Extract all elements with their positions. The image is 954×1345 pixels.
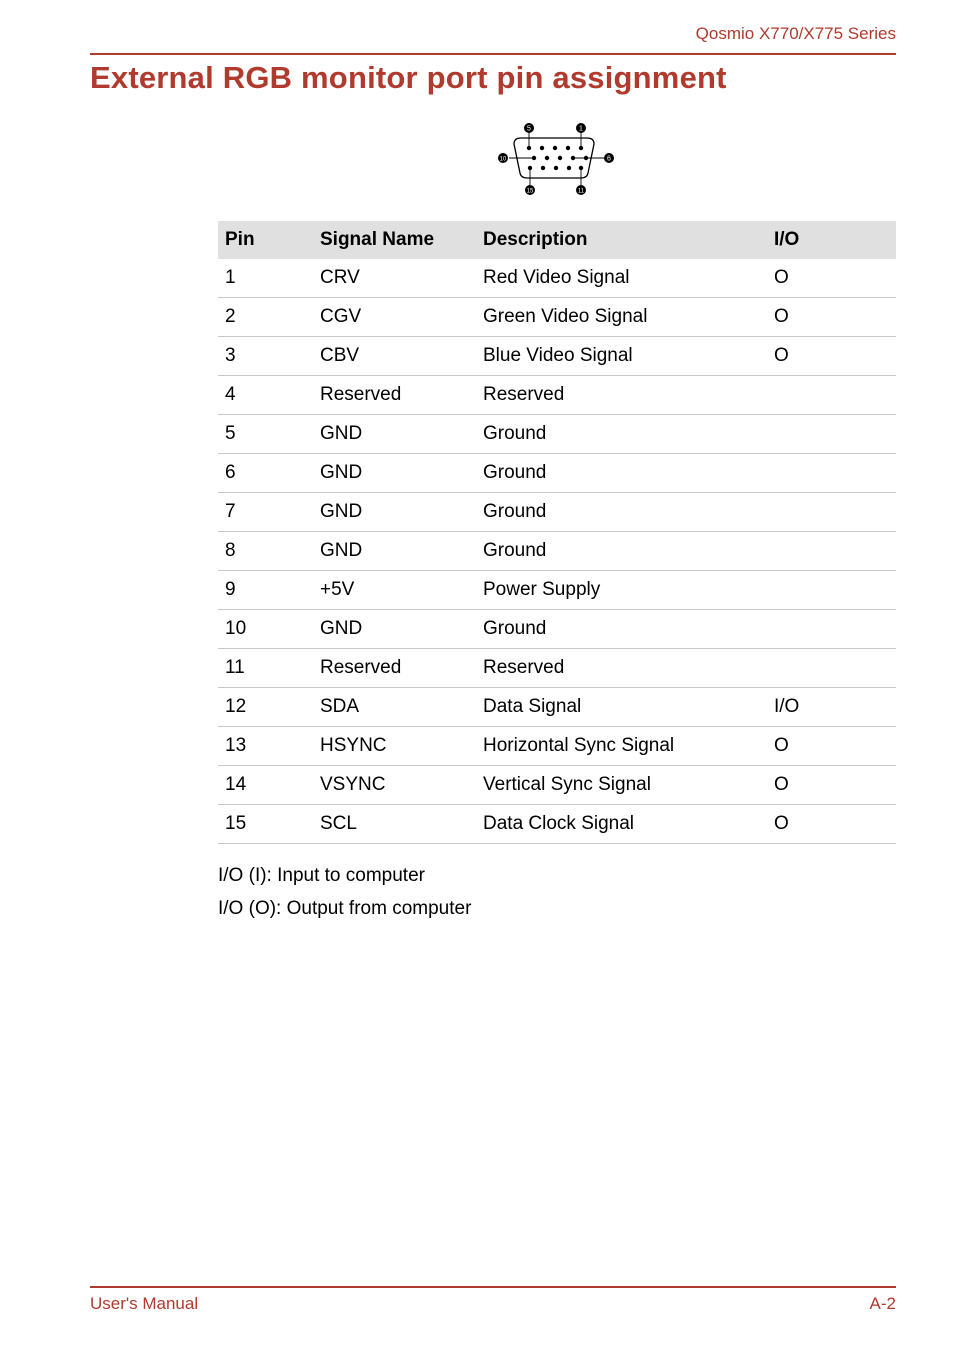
cell-signal-name: CRV: [313, 259, 476, 298]
svg-text:10: 10: [499, 156, 507, 163]
cell-io: O: [767, 805, 896, 844]
svg-text:15: 15: [526, 188, 534, 195]
table-header-row: [218, 221, 896, 259]
cell-io: O: [767, 337, 896, 376]
cell-pin: 13: [218, 727, 313, 766]
cell-description: Green Video Signal: [476, 298, 767, 337]
cell-description: Red Video Signal: [476, 259, 767, 298]
cell-pin: 1: [218, 259, 313, 298]
cell-signal-name: Reserved: [313, 376, 476, 415]
column-header-pin: Pin: [218, 221, 313, 259]
page-title: External RGB monitor port pin assignment: [90, 60, 727, 95]
cell-io: [767, 454, 896, 493]
cell-io: O: [767, 766, 896, 805]
cell-pin: 9: [218, 571, 313, 610]
cell-description: Ground: [476, 415, 767, 454]
cell-signal-name: SCL: [313, 805, 476, 844]
table-row: [218, 454, 896, 493]
pin-row-top: [527, 146, 583, 150]
cell-pin: 12: [218, 688, 313, 727]
table-row: [218, 610, 896, 649]
cell-pin: 5: [218, 415, 313, 454]
header-series-title: Qosmio X770/X775 Series: [695, 24, 896, 43]
cell-signal-name: CBV: [313, 337, 476, 376]
cell-signal-name: GND: [313, 532, 476, 571]
cell-description: Vertical Sync Signal: [476, 766, 767, 805]
cell-pin: 6: [218, 454, 313, 493]
column-header-io: I/O: [767, 221, 896, 259]
table-row: [218, 805, 896, 844]
footer-page-number: A-2: [869, 1294, 896, 1313]
cell-description: Data Clock Signal: [476, 805, 767, 844]
cell-signal-name: Reserved: [313, 649, 476, 688]
svg-text:1: 1: [579, 125, 583, 133]
note-input: I/O (I): Input to computer: [218, 865, 425, 886]
column-header-signal-name: Signal Name: [313, 221, 476, 259]
cell-io: O: [767, 298, 896, 337]
cell-description: Ground: [476, 454, 767, 493]
cell-io: O: [767, 259, 896, 298]
cell-pin: 11: [218, 649, 313, 688]
cell-description: Reserved: [476, 649, 767, 688]
cell-signal-name: GND: [313, 610, 476, 649]
cell-pin: 4: [218, 376, 313, 415]
table-row: [218, 493, 896, 532]
cell-pin: 3: [218, 337, 313, 376]
cell-signal-name: CGV: [313, 298, 476, 337]
cell-description: Reserved: [476, 376, 767, 415]
cell-pin: 8: [218, 532, 313, 571]
cell-pin: 15: [218, 805, 313, 844]
pin-marker-5: [524, 123, 534, 133]
cell-pin: 2: [218, 298, 313, 337]
pin-row-bottom: [528, 166, 583, 170]
cell-io: [767, 532, 896, 571]
pin-marker-10: [498, 153, 508, 163]
table-row: [218, 532, 896, 571]
table-row: [218, 766, 896, 805]
svg-text:5: 5: [527, 125, 531, 133]
cell-signal-name: SDA: [313, 688, 476, 727]
svg-text:6: 6: [607, 155, 611, 163]
cell-description: Ground: [476, 532, 767, 571]
pin-marker-15: [525, 185, 535, 195]
cell-io: O: [767, 727, 896, 766]
cell-description: Blue Video Signal: [476, 337, 767, 376]
svg-text:11: 11: [577, 188, 585, 195]
pin-marker-6: [604, 153, 614, 163]
cell-signal-name: GND: [313, 415, 476, 454]
cell-description: Power Supply: [476, 571, 767, 610]
cell-io: [767, 571, 896, 610]
cell-io: [767, 649, 896, 688]
cell-signal-name: +5V: [313, 571, 476, 610]
table-row: [218, 376, 896, 415]
table-row: [218, 259, 896, 298]
pin-marker-1: [576, 123, 586, 133]
cell-io: [767, 376, 896, 415]
cell-pin: 7: [218, 493, 313, 532]
table-row: [218, 337, 896, 376]
table-row: [218, 571, 896, 610]
pin-marker-11: [576, 185, 586, 195]
cell-signal-name: GND: [313, 493, 476, 532]
cell-pin: 14: [218, 766, 313, 805]
footer-manual-title: User's Manual: [90, 1294, 199, 1313]
column-header-description: Description: [476, 221, 767, 259]
table-body: [218, 259, 896, 844]
cell-signal-name: VSYNC: [313, 766, 476, 805]
table-row: [218, 688, 896, 727]
cell-io: [767, 610, 896, 649]
cell-description: Ground: [476, 493, 767, 532]
cell-io: [767, 415, 896, 454]
note-output: I/O (O): Output from computer: [218, 898, 472, 919]
cell-signal-name: GND: [313, 454, 476, 493]
cell-signal-name: HSYNC: [313, 727, 476, 766]
cell-pin: 10: [218, 610, 313, 649]
table-row: [218, 649, 896, 688]
cell-description: Ground: [476, 610, 767, 649]
table-row: [218, 298, 896, 337]
footer-rule: [90, 1286, 896, 1288]
vga-connector-diagram: [494, 118, 616, 198]
cell-io: [767, 493, 896, 532]
table-row: [218, 727, 896, 766]
table-row: [218, 415, 896, 454]
cell-description: Data Signal: [476, 688, 767, 727]
header-rule: [90, 53, 896, 55]
cell-description: Horizontal Sync Signal: [476, 727, 767, 766]
pin-assignment-table: [218, 221, 896, 844]
cell-io: I/O: [767, 688, 896, 727]
